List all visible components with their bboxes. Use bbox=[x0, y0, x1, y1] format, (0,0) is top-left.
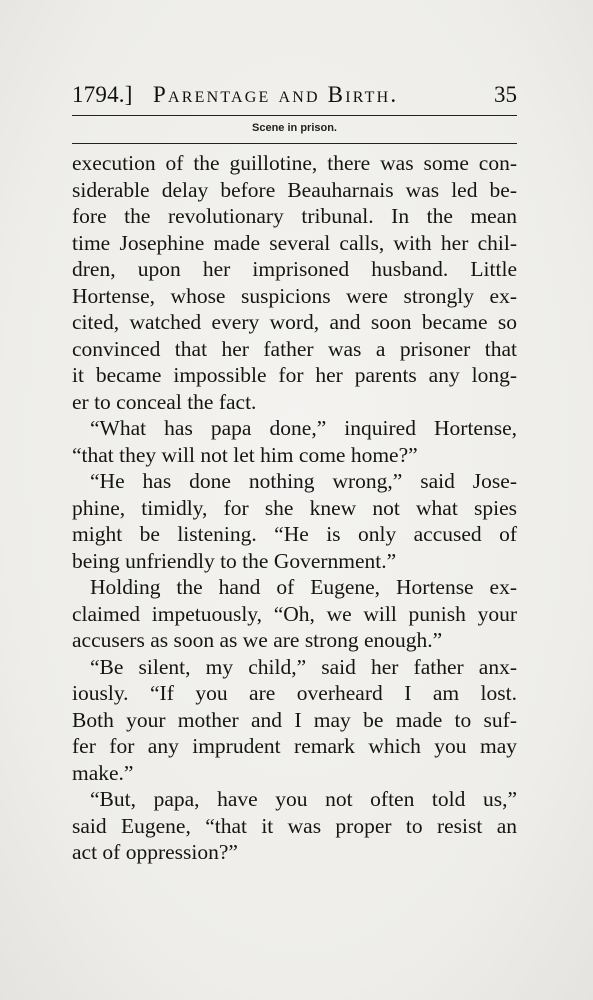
header-rule-bottom bbox=[72, 143, 517, 144]
text-line: siderable delay before Beauharnais was led be- bbox=[72, 177, 517, 202]
text-line: cited, watched every word, and soon became so bbox=[72, 310, 517, 334]
text-line: claimed impetuously, “Oh, we will punish your bbox=[72, 601, 517, 626]
text-line: er to conceal the fact. bbox=[72, 389, 257, 414]
page-number: 35 bbox=[494, 82, 517, 107]
text-line: fer for any imprudent remark which you may bbox=[72, 734, 517, 758]
text-line: “Be silent, my child,” said her father anx- bbox=[90, 654, 517, 679]
text-line: dren, upon her imprisoned husband. Little bbox=[72, 257, 517, 281]
text-line: Hortense, whose suspicions were strongly ex- bbox=[72, 283, 517, 308]
text-line: iously. “If you are overheard I am lost. bbox=[72, 681, 517, 705]
header-rule-top bbox=[72, 115, 517, 116]
text-line: “What has papa done,” inquired Hortense, bbox=[90, 416, 517, 440]
header-year: 1794.] bbox=[72, 82, 133, 107]
text-line: it became impossible for her parents any long- bbox=[72, 363, 517, 387]
text-line: said Eugene, “that it was proper to resist an bbox=[72, 813, 517, 838]
text-line: being unfriendly to the Government.” bbox=[72, 548, 397, 573]
text-line: make.” bbox=[72, 760, 134, 785]
text-line: Both your mother and I may be made to suf- bbox=[72, 707, 517, 732]
header-title: Parentage and Birth. bbox=[153, 82, 399, 107]
text-line: “that they will not let him come home?” bbox=[72, 442, 418, 467]
text-line: phine, timidly, for she knew not what spies bbox=[72, 495, 517, 520]
text-line: execution of the guillotine, there was some con- bbox=[72, 151, 517, 175]
text-line: Holding the hand of Eugene, Hortense ex- bbox=[90, 575, 517, 599]
text-line: “But, papa, have you not often told us,” bbox=[90, 787, 517, 811]
text-line: act of oppression?” bbox=[72, 840, 238, 864]
text-line: accusers as soon as we are strong enough.” bbox=[72, 628, 443, 652]
body-text bbox=[72, 150, 517, 866]
text-line: might be listening. “He is only accused of bbox=[72, 522, 517, 546]
section-subheading: Scene in prison. bbox=[252, 122, 337, 134]
text-line: convinced that her father was a prisoner that bbox=[72, 336, 517, 361]
text-line: “He has done nothing wrong,” said Jose- bbox=[90, 469, 517, 493]
text-line: fore the revolutionary tribunal. In the mean bbox=[72, 204, 517, 228]
running-head bbox=[72, 78, 517, 114]
text-line: time Josephine made several calls, with her chil- bbox=[72, 230, 517, 255]
